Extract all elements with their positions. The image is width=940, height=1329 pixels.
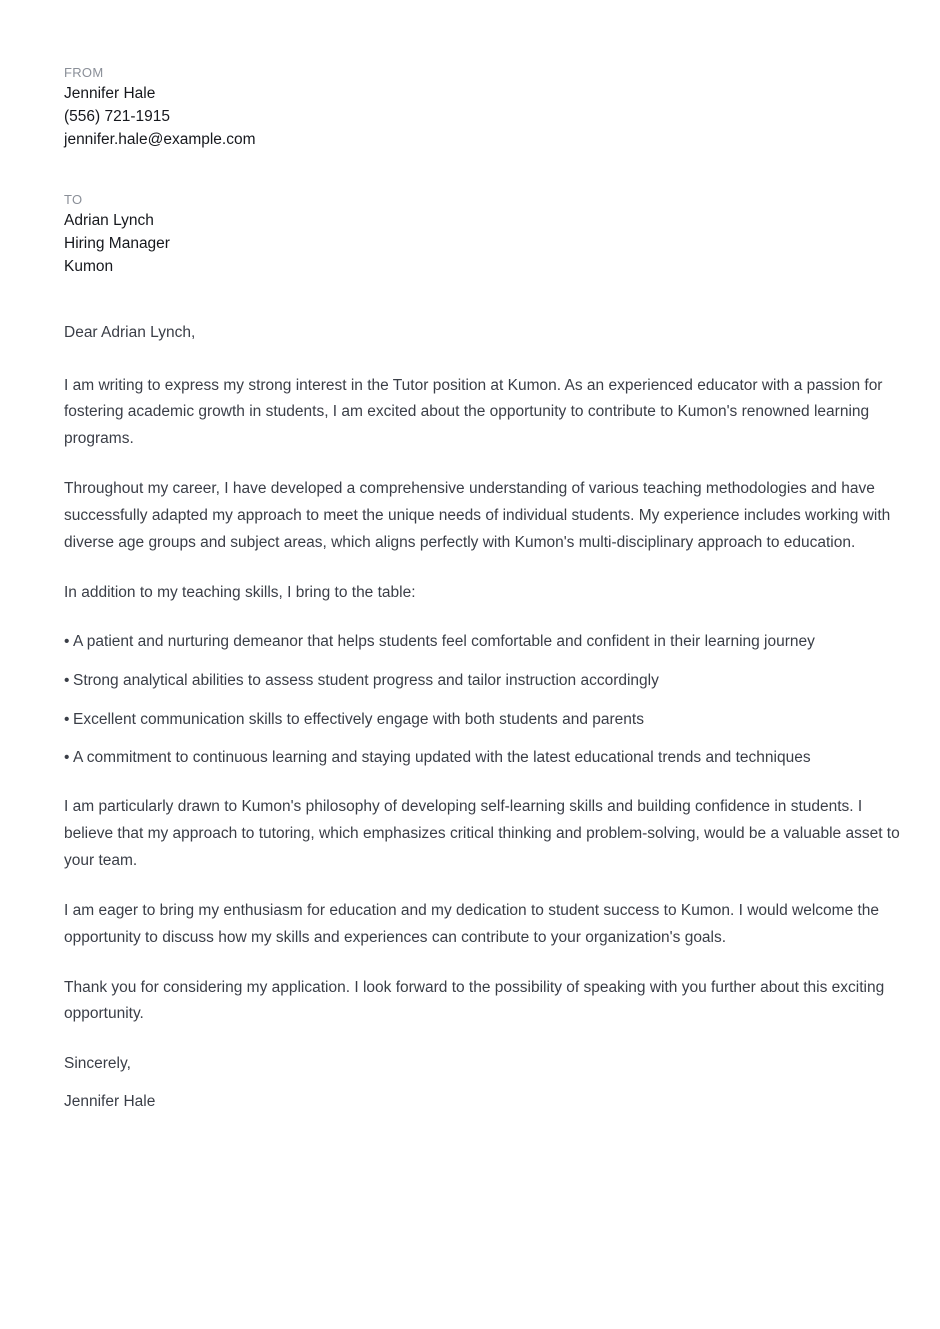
salutation: Dear Adrian Lynch,	[64, 324, 196, 341]
paragraph-experience: Throughout my career, I have developed a comprehensive understanding of various teaching methodologies and have successfully adapted my approach to meet the unique needs of individual students. My experience includes working with diverse age groups and subject areas, which aligns perfectly with Kumon's multi-disciplinary approach to education.	[64, 480, 891, 551]
list-item-text: Strong analytical abilities to assess student progress and tailor instruction accordingly	[73, 671, 659, 689]
list-item-text: A patient and nurturing demeanor that helps students feel comfortable and confident in their learning journey	[73, 633, 815, 651]
bullet-glyph: •	[64, 710, 70, 728]
paragraph-skills-lead: In addition to my teaching skills, I bring to the table:	[64, 583, 416, 601]
sender-email: jennifer.hale@example.com	[64, 131, 256, 148]
recipient-block	[64, 191, 170, 278]
sender-name: Jennifer Hale	[64, 85, 156, 102]
to-label: TO	[64, 192, 83, 207]
list-item-text: A commitment to continuous learning and staying updated with the latest educational trends and techniques	[73, 749, 811, 767]
bullet-glyph: •	[64, 671, 70, 689]
recipient-title: Hiring Manager	[64, 235, 170, 252]
paragraph-thanks: Thank you for considering my application. I look forward to the possibility of speaking with you further about this exciting opportunity.	[64, 978, 885, 1023]
paragraph-philosophy: I am particularly drawn to Kumon's philosophy of developing self-learning skills and building confidence in students. I believe that my approach to tutoring, which emphasizes critical thinking and problem-solving, would be a valuable asset to your team.	[64, 798, 900, 869]
list-item	[64, 746, 904, 770]
closing: Sincerely,	[64, 1054, 131, 1072]
list-item-text: Excellent communication skills to effectively engage with both students and parents	[73, 710, 644, 728]
paragraph-intro: I am writing to express my strong interest in the Tutor position at Kumon. As an experienced educator with a passion for fostering academic growth in students, I am excited about the opportunity to contribute to Kumon's renowned learning programs.	[64, 376, 883, 448]
bullet-glyph: •	[64, 749, 70, 767]
recipient-name: Adrian Lynch	[64, 212, 154, 229]
list-item	[64, 708, 904, 732]
list-item	[64, 630, 904, 654]
letter-body	[64, 320, 904, 1114]
recipient-company: Kumon	[64, 258, 114, 275]
sender-block	[64, 64, 256, 151]
list-item	[64, 669, 904, 693]
from-label: FROM	[64, 65, 104, 80]
paragraph-eager: I am eager to bring my enthusiasm for education and my dedication to student success to Kumon. I would welcome the opportunity to discuss how my skills and experiences can contribute to your organization's goals.	[64, 901, 880, 946]
sender-phone: (556) 721-1915	[64, 108, 170, 125]
bullet-glyph: •	[64, 633, 70, 651]
signature-name: Jennifer Hale	[64, 1092, 156, 1110]
skills-list	[64, 630, 904, 770]
